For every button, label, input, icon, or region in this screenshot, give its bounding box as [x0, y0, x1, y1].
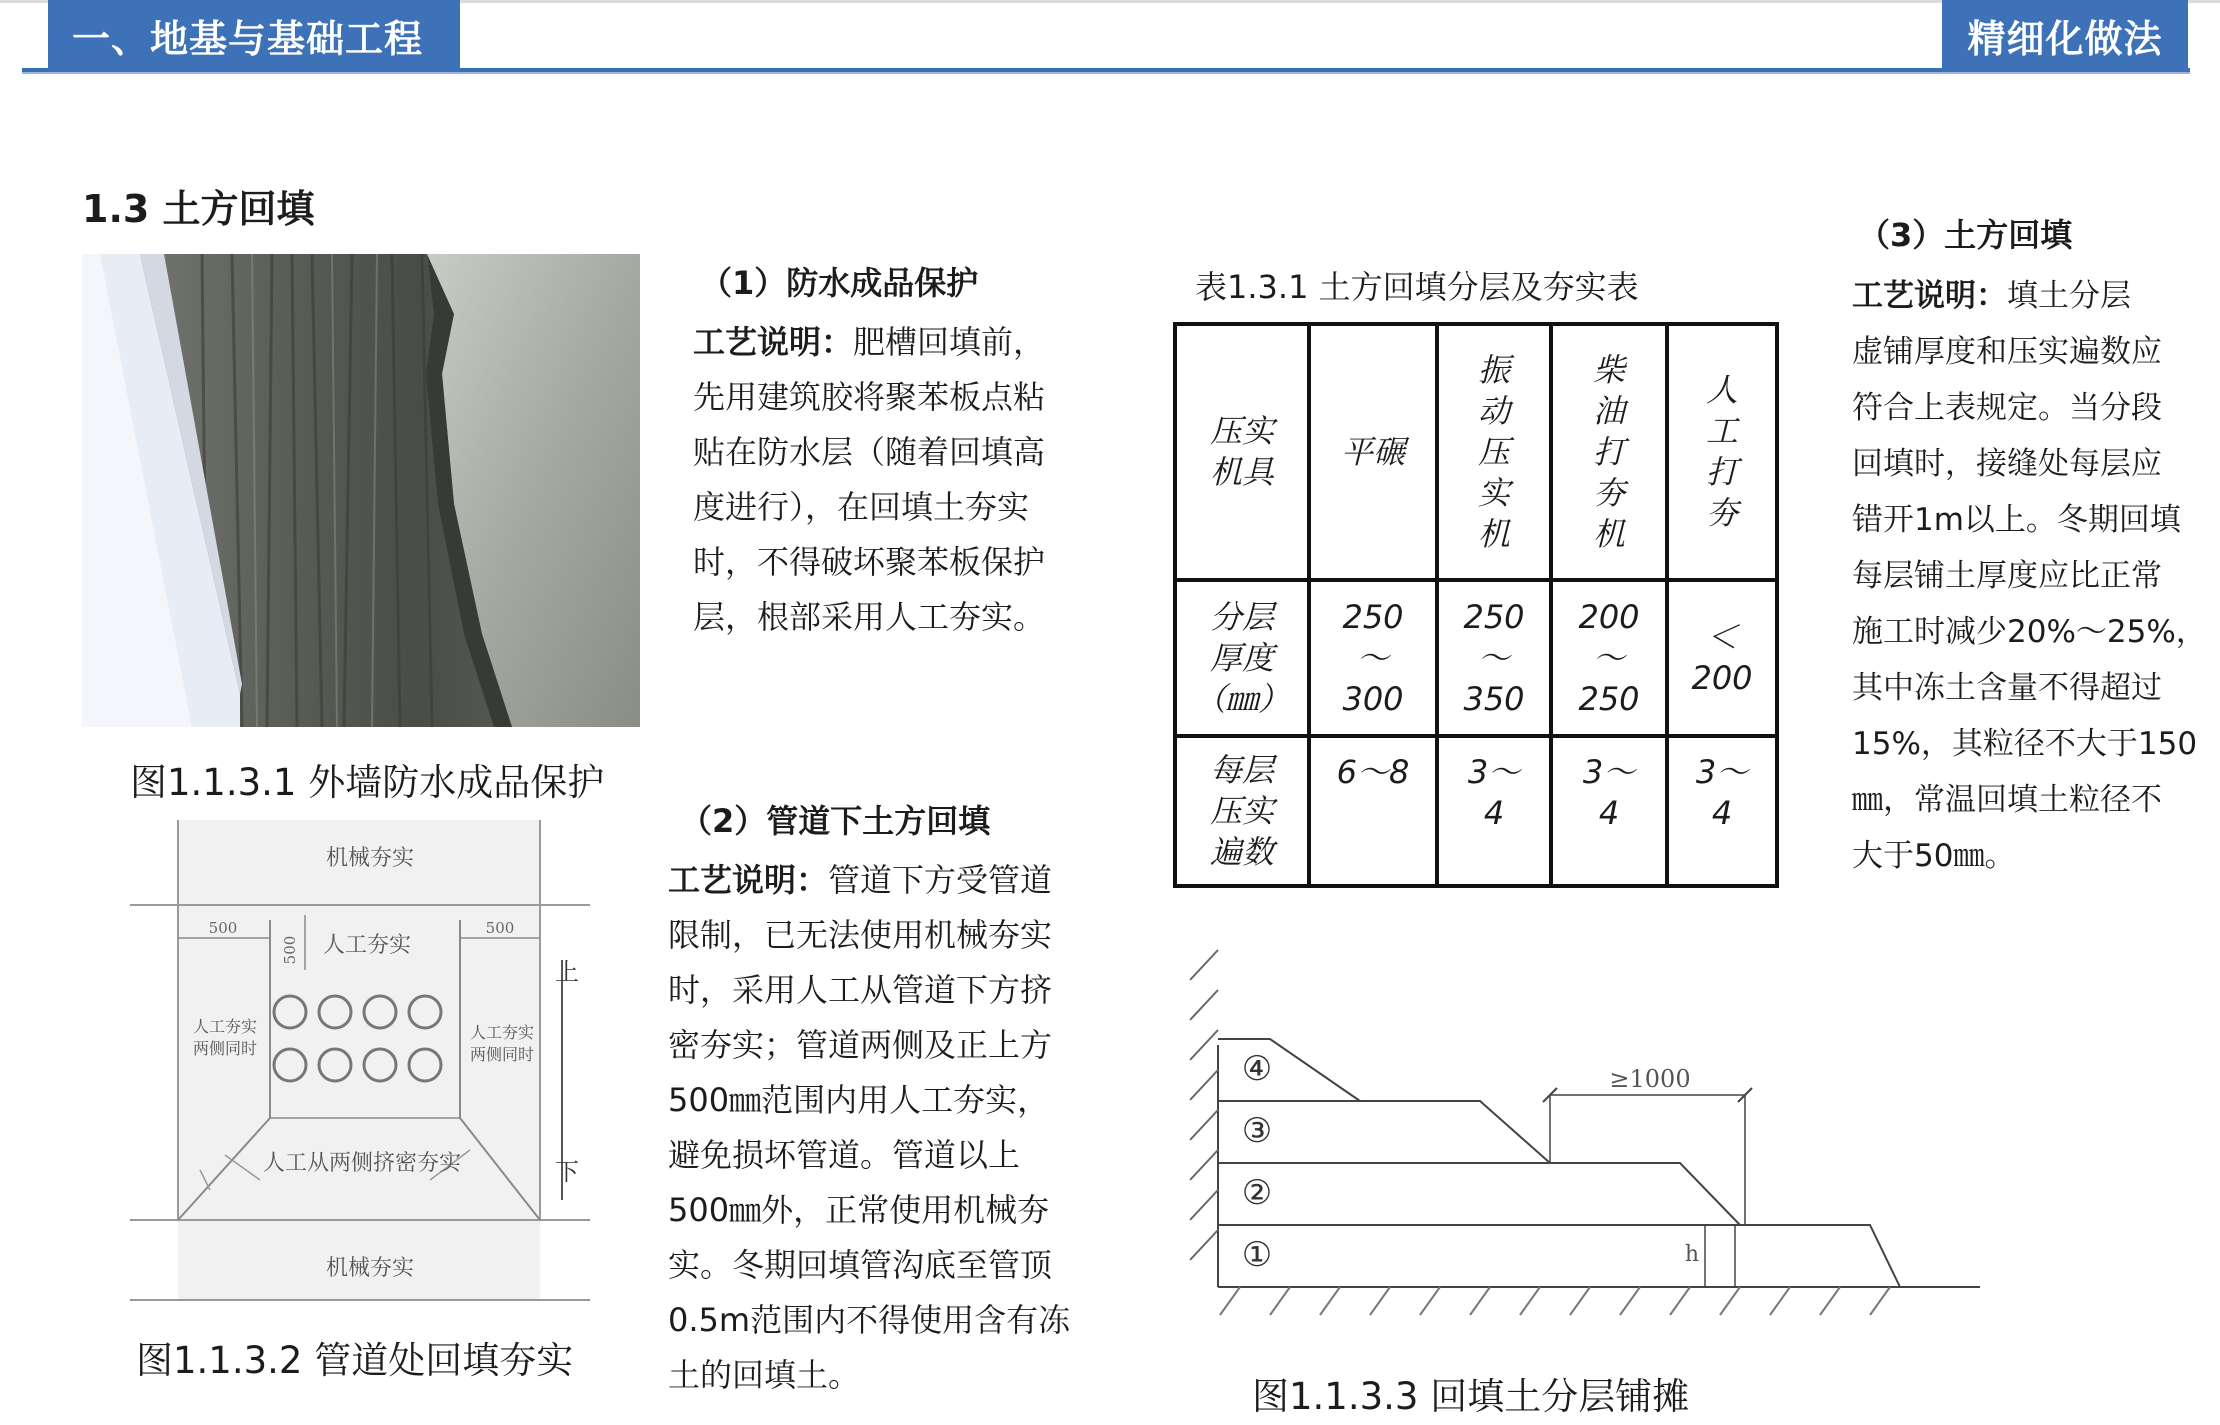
layer-figure: [1180, 935, 1990, 1335]
pipe-bottom-label: 机械夯实: [325, 1256, 415, 1281]
part2-line: 密夯实；管道两侧及正上方: [668, 1026, 1053, 1064]
layer-caption: 图1.1.3.3 回填土分层铺摊: [1252, 1375, 1690, 1418]
part2-line: 避免损坏管道。管道以上: [668, 1136, 1021, 1174]
pipe-dim-right: 500: [485, 919, 515, 937]
pipe-caption: 图1.1.3.2 管道处回填夯实: [136, 1339, 574, 1382]
part2-line: 0.5m范围内不得使用含有冻: [668, 1301, 1071, 1339]
layer-4-marker: ④: [1241, 1049, 1273, 1089]
part2-line: 土的回填土。: [668, 1356, 861, 1394]
part3-line: 回填时，接缝处每层应: [1852, 446, 2162, 482]
table-cell: 分层 厚度 （㎜）: [1175, 580, 1309, 736]
part2-lead: 工艺说明：: [668, 861, 829, 899]
part3-lead: 工艺说明：: [1852, 278, 2007, 314]
table-header-cell: 柴 油 打 夯 机: [1551, 324, 1667, 580]
photo-caption: 图1.1.3.1 外墙防水成品保护: [130, 761, 605, 804]
part1-title: （1）防水成品保护: [700, 264, 979, 302]
part3-line: 填土分层: [2007, 278, 2131, 314]
table-cell: ＜ 200: [1667, 580, 1777, 736]
part1-line: 先用建筑胶将聚苯板点粘: [693, 378, 1046, 416]
header-underline: [22, 72, 2190, 74]
table-cell: 每层 压实 遍数: [1175, 736, 1309, 886]
part2-line: 实。冬期回填管沟底至管顶: [668, 1246, 1053, 1284]
part3-line: 每层铺土厚度应比正常: [1852, 558, 2162, 594]
part3-line: 15%，其粒径不大于150: [1852, 726, 2198, 762]
waterproof-photo: [82, 254, 640, 727]
part1-line: 度进行），在回填土夯实: [693, 488, 1030, 526]
layer-2-marker: ②: [1241, 1173, 1273, 1213]
part3-line: ㎜，常温回填土粒径不: [1852, 782, 2162, 818]
table-cell: 6～8: [1309, 736, 1437, 886]
pipe-left-label-1: 人工夯实: [192, 1017, 258, 1036]
table-row: [1175, 580, 1777, 736]
part1-lead: 工艺说明：: [693, 323, 854, 361]
table-cell: 200 ～ 250: [1551, 580, 1667, 736]
pipe-right-label-1: 人工夯实: [469, 1023, 535, 1042]
table-cell: 3～ 4: [1437, 736, 1551, 886]
part3-text: [1852, 268, 2214, 884]
part2-line: 500㎜范围内用人工夯实，: [668, 1081, 1050, 1119]
part2-text: [668, 853, 1098, 1403]
section-header: 一、地基与基础工程: [48, 0, 460, 72]
layer-h-label: h: [1684, 1242, 1700, 1267]
part1-line: 时，不得破坏聚苯板保护: [693, 543, 1046, 581]
part2-line: 限制，已无法使用机械夯实: [668, 916, 1053, 954]
pipe-compact-label: 人工从两侧挤密夯实: [262, 1151, 462, 1176]
part1-line: 贴在防水层（随着回填高: [693, 433, 1046, 471]
table-header-cell: 压实 机具: [1175, 324, 1309, 580]
part3-line: 虚铺厚度和压实遍数应: [1852, 334, 2162, 370]
pipe-dim-mid: 500: [281, 935, 299, 965]
part2-line: 管道下方受管道: [828, 861, 1053, 899]
layer-1-marker: ①: [1241, 1235, 1273, 1275]
part3-line: 错开1m以上。冬期回填: [1852, 502, 2181, 538]
pipe-figure: [130, 820, 590, 1310]
table-header-cell: 平碾: [1309, 324, 1437, 580]
pipe-center-label: 人工夯实: [322, 933, 412, 958]
table-cell: 250 ～ 300: [1309, 580, 1437, 736]
part2-line: 500㎜外，正常使用机械夯: [668, 1191, 1050, 1229]
part2-title: （2）管道下土方回填: [680, 802, 991, 840]
pipe-up-label: 上: [555, 958, 579, 986]
part3-title: （3）土方回填: [1858, 216, 2073, 254]
table-caption: 表1.3.1 土方回填分层及夯实表: [1195, 268, 1639, 306]
table-header-row: [1175, 324, 1777, 580]
soil-table: [1173, 322, 1779, 888]
part1-text: [693, 315, 1103, 645]
table-header-cell: 振 动 压 实 机: [1437, 324, 1551, 580]
pipe-dim-left: 500: [208, 919, 238, 937]
pipe-down-label: 下: [555, 1158, 579, 1186]
badge-header: 精细化做法: [1942, 0, 2188, 72]
table-cell: 3～ 4: [1667, 736, 1777, 886]
part2-line: 时，采用人工从管道下方挤: [668, 971, 1053, 1009]
pipe-left-label-2: 两侧同时: [192, 1039, 258, 1058]
part1-line: 层，根部采用人工夯实。: [693, 598, 1046, 636]
section-title: 1.3 土方回填: [82, 187, 315, 231]
part1-line: 肥槽回填前，: [853, 323, 1046, 361]
layer-3-marker: ③: [1241, 1111, 1273, 1151]
table-header-cell: 人 工 打 夯: [1667, 324, 1777, 580]
table-cell: 250 ～ 350: [1437, 580, 1551, 736]
part3-line: 施工时减少20%～25%，: [1852, 614, 2207, 650]
table-cell: 3～ 4: [1551, 736, 1667, 886]
pipe-top-label: 机械夯实: [325, 846, 415, 871]
part3-line: 符合上表规定。当分段: [1852, 390, 2162, 426]
layer-dim-label: ≥1000: [1609, 1065, 1691, 1093]
pipe-right-label-2: 两侧同时: [469, 1045, 535, 1064]
part3-line: 大于50㎜。: [1852, 838, 2016, 874]
table-row: [1175, 736, 1777, 886]
part3-line: 其中冻土含量不得超过: [1852, 670, 2162, 706]
